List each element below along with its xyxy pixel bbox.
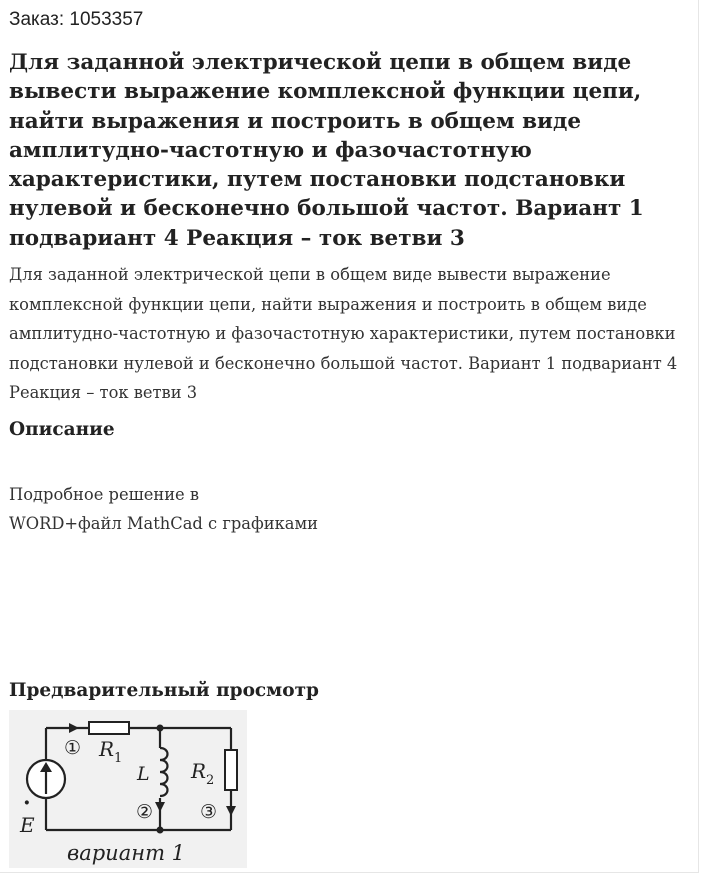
current-arrow-icon: [69, 723, 79, 733]
source-dot: ·: [23, 790, 31, 816]
preview-heading: Предварительный просмотр: [9, 680, 319, 701]
r1-label: R: [99, 737, 115, 761]
description-line-1: Подробное решение в: [9, 485, 200, 504]
source-label: E: [20, 813, 35, 837]
circuit-diagram: [9, 710, 247, 868]
description-line-2: WORD+файл MathCad с графиками: [9, 513, 318, 533]
node-1-label: ①: [64, 737, 82, 759]
r2-label: R: [191, 759, 207, 783]
l-label: L: [137, 763, 150, 785]
preview-image[interactable]: [9, 710, 247, 868]
node-3-label: ③: [200, 801, 218, 823]
diagram-caption: вариант 1: [67, 841, 186, 865]
resistor-r2: [225, 750, 237, 790]
description-heading: Описание: [9, 419, 115, 440]
inductor-l: [160, 748, 168, 796]
description-text: [9, 481, 409, 538]
r1-subscript: 1: [114, 751, 123, 766]
r2-subscript: 2: [206, 773, 215, 788]
order-number: Заказ: 1053357: [9, 9, 144, 30]
task-description: Для заданной электрической цепи в общем виде вывести выражение комплексной функции цепи, найти выражения и построить в общем виде амплитудно-частотную и фазочастотную характеристики, путем постановки подстановки нулевой и бесконечно большой частот. Вариант 1 подвариант 4 Реакция – ток ветви 3: [9, 265, 678, 402]
node-2-label: ②: [136, 801, 154, 823]
resistor-r1: [89, 722, 129, 734]
page-title: Для заданной электрической цепи в общем виде вывести выражение комплексной функции цепи, найти выражения и построить в общем виде амплитудно-частотную и фазочастотную характеристики, путем постановки подстановки нулевой и бесконечно большой частот. Вариант 1 подвариант 4 Реакция – ток ветви 3: [9, 50, 644, 251]
